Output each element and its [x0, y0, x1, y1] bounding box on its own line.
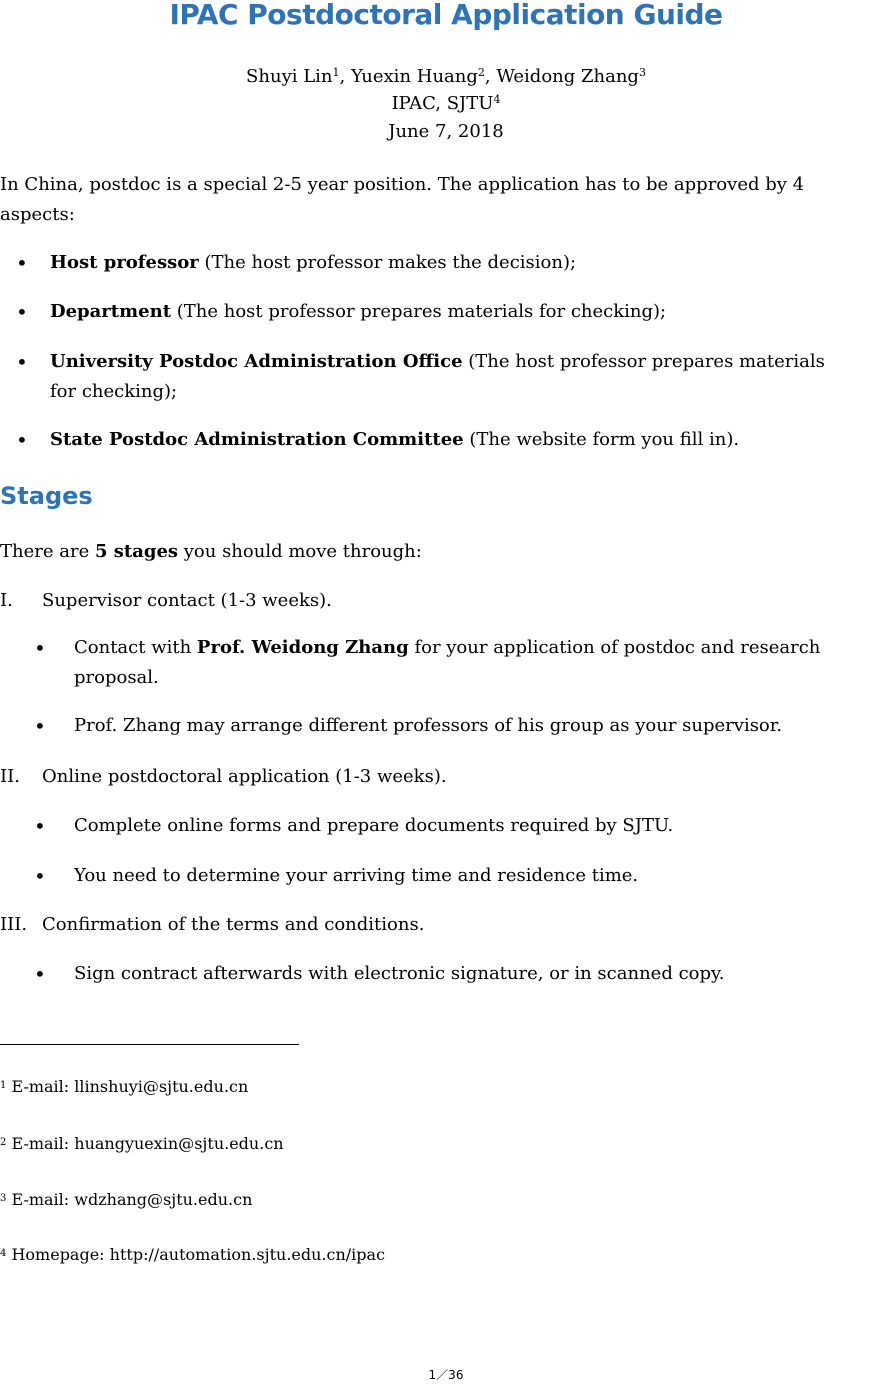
author-separator: , — [339, 66, 351, 87]
stage-numeral: II. — [0, 766, 20, 787]
stage-numeral: I. — [0, 590, 13, 611]
footnote-ref[interactable]: 3 — [638, 66, 646, 79]
bullet-icon: • — [34, 714, 46, 738]
footnote-separator — [0, 1044, 299, 1045]
stage-numeral: III. — [0, 914, 28, 935]
bullet-icon: • — [16, 251, 28, 275]
list-item: Prof. Zhang may arrange different professors of his group as your supervisor. — [74, 715, 783, 736]
footnote: $^3$ E-mail: wdzhang@sjtu.edu.cn — [0, 1190, 253, 1209]
bullet-icon: • — [34, 864, 46, 888]
author-separator: , — [484, 66, 497, 87]
document-title: IPAC Postdoctoral Application Guide — [169, 0, 723, 31]
footnote-link[interactable]: $^4$ Homepage: http://automation.sjtu.edu.cn/ipac — [0, 1245, 386, 1264]
bullet-icon: • — [16, 428, 28, 452]
bullet-icon: • — [34, 636, 46, 660]
author-line — [0, 66, 892, 87]
bullet-icon: • — [16, 300, 28, 324]
intro-paragraph: In China, postdoc is a special 2-5 year position. The application has to be approved by 4 aspects: — [0, 174, 805, 225]
list-item: University Postdoc Administration Office (The host professor prepares materials for checking); — [50, 351, 825, 402]
list-item: Complete online forms and prepare documents required by SJTU. — [74, 815, 674, 836]
footnote-ref[interactable]: 1 — [332, 66, 340, 79]
bullet-icon: • — [34, 962, 46, 986]
author-name: Weidong Zhang — [496, 66, 639, 87]
footnote-ref[interactable]: 2 — [477, 66, 485, 79]
list-item: Host professor (The host professor makes the decision); — [50, 252, 577, 273]
affiliation-line — [0, 93, 892, 114]
author-name: Shuyi Lin — [246, 66, 333, 87]
list-item: Department (The host professor prepares materials for checking); — [50, 301, 667, 322]
footnote: $^1$ E-mail: llinshuyi@sjtu.edu.cn — [0, 1077, 249, 1096]
affiliation: IPAC, SJTU — [391, 93, 494, 114]
list-item: You need to determine your arriving time and residence time. — [74, 865, 639, 886]
document-date: June 7, 2018 — [388, 121, 504, 142]
bullet-icon: • — [16, 350, 28, 374]
footnote-ref[interactable]: 4 — [493, 93, 501, 106]
list-item: Sign contract afterwards with electronic signature, or in scanned copy. — [74, 963, 725, 984]
stage-label: Confirmation of the terms and conditions. — [42, 914, 425, 935]
list-item: Contact with Prof. Weidong Zhang for your application of postdoc and research proposal. — [74, 637, 821, 688]
bullet-icon: • — [34, 814, 46, 838]
list-item: State Postdoc Administration Committee (The website form you fill in). — [50, 429, 740, 450]
page-number: 1／36 — [428, 1368, 464, 1382]
section-heading-stages: Stages — [0, 482, 93, 510]
author-name: Yuexin Huang — [350, 66, 478, 87]
stages-intro: There are 5 stages you should move through: — [0, 541, 422, 562]
footnote: $^2$ E-mail: huangyuexin@sjtu.edu.cn — [0, 1134, 284, 1153]
stage-label: Supervisor contact (1-3 weeks). — [42, 590, 332, 611]
stage-label: Online postdoctoral application (1-3 weeks). — [42, 766, 447, 787]
